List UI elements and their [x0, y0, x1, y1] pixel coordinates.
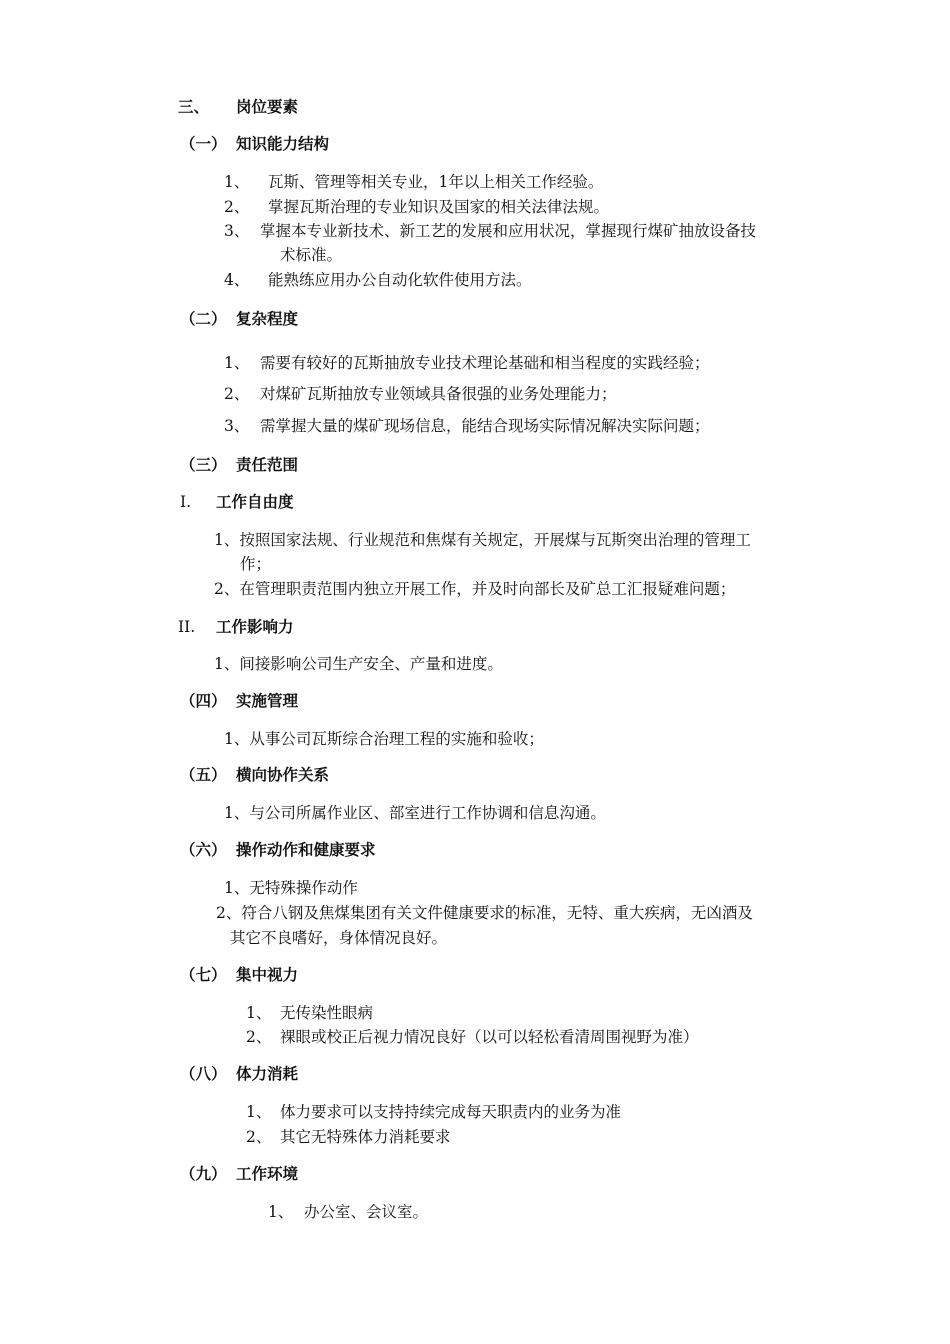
subsection-title: 工作环境	[236, 1165, 299, 1183]
subsection-number: （六）	[180, 841, 227, 859]
list-item-number: 2、	[224, 385, 250, 403]
list-item-text: 能熟练应用办公自动化软件使用方法。	[268, 271, 532, 289]
subsection-number: （七）	[180, 966, 227, 984]
list-item-text: 需掌握大量的煤矿现场信息，能结合现场实际情况解决实际问题；	[260, 417, 710, 435]
list-item-text: 无传染性眼病	[280, 1004, 374, 1022]
list-item-number: 1、	[246, 1004, 272, 1022]
subsection-number: （三）	[180, 456, 227, 474]
list-item-text: 需要有较好的瓦斯抽放专业技术理论基础和相当程度的实践经验；	[260, 354, 710, 372]
list-item-text: 2、符合八钢及焦煤集团有关文件健康要求的标准，无特、重大疾病，无凶酒及	[216, 904, 753, 922]
subsection-number: （五）	[180, 766, 227, 784]
list-item-text: 1、按照国家法规、行业规范和焦煤有关规定，开展煤与瓦斯突出治理的管理工	[214, 531, 751, 549]
subsection-number: （二）	[180, 310, 227, 328]
subsection-title: 知识能力结构	[236, 135, 330, 153]
list-item-text: 1、间接影响公司生产安全、产量和进度。	[214, 655, 503, 673]
subsection-title: 操作动作和健康要求	[236, 841, 376, 859]
roman-title: 工作影响力	[216, 618, 294, 636]
list-item-text: 2、在管理职责范围内独立开展工作，并及时向部长及矿总工汇报疑难问题；	[214, 580, 736, 598]
list-item-number: 1、	[268, 1203, 294, 1221]
subsection-title: 实施管理	[236, 692, 299, 710]
list-item-text-continued: 其它不良嗜好，身体情况良好。	[230, 929, 448, 947]
subsection-number: （八）	[180, 1065, 227, 1083]
list-item-text-continued: 作；	[240, 555, 272, 573]
roman-title: 工作自由度	[216, 493, 294, 511]
subsection-title: 责任范围	[236, 456, 299, 474]
subsection-title: 体力消耗	[236, 1065, 299, 1083]
subsection-number: （一）	[180, 135, 227, 153]
list-item-text: 掌握瓦斯治理的专业知识及国家的相关法律法规。	[268, 198, 610, 216]
subsection-title: 集中视力	[236, 966, 299, 984]
list-item-text: 1、无特殊操作动作	[224, 879, 358, 897]
section-number: 三、	[178, 98, 210, 116]
list-item-number: 3、	[224, 417, 250, 435]
list-item-number: 4、	[224, 271, 250, 289]
roman-number: I.	[180, 493, 192, 511]
list-item-text: 办公室、会议室。	[304, 1203, 429, 1221]
list-item-text: 1、从事公司瓦斯综合治理工程的实施和验收；	[224, 730, 544, 748]
list-item-text: 其它无特殊体力消耗要求	[280, 1128, 451, 1146]
section-heading	[178, 97, 209, 117]
list-item-number: 2、	[246, 1128, 272, 1146]
list-item-number: 2、	[246, 1028, 272, 1046]
list-item-number: 1、	[224, 354, 250, 372]
list-item-number: 1、	[224, 173, 250, 191]
list-item-text-continued: 术标准。	[280, 246, 343, 264]
list-item-text: 瓦斯、管理等相关专业，1年以上相关工作经验。	[268, 173, 604, 191]
list-item-number: 2、	[224, 198, 250, 216]
subsection-title: 横向协作关系	[236, 766, 330, 784]
subsection-title: 复杂程度	[236, 310, 299, 328]
roman-number: II.	[178, 618, 196, 636]
subsection-number: （九）	[180, 1165, 227, 1183]
section-title: 岗位要素	[236, 98, 299, 116]
list-item-number: 3、	[224, 222, 250, 240]
list-item-text: 掌握本专业新技术、新工艺的发展和应用状况，掌握现行煤矿抽放设备技	[260, 222, 757, 240]
list-item-text: 裸眼或校正后视力情况良好（以可以轻松看清周围视野为准）	[280, 1028, 699, 1046]
subsection-number: （四）	[180, 692, 227, 710]
list-item-text: 1、与公司所属作业区、部室进行工作协调和信息沟通。	[224, 804, 606, 822]
list-item-number: 1、	[246, 1103, 272, 1121]
list-item-text: 体力要求可以支持持续完成每天职责内的业务为准	[280, 1103, 622, 1121]
list-item-text: 对煤矿瓦斯抽放专业领域具备很强的业务处理能力；	[260, 385, 617, 403]
